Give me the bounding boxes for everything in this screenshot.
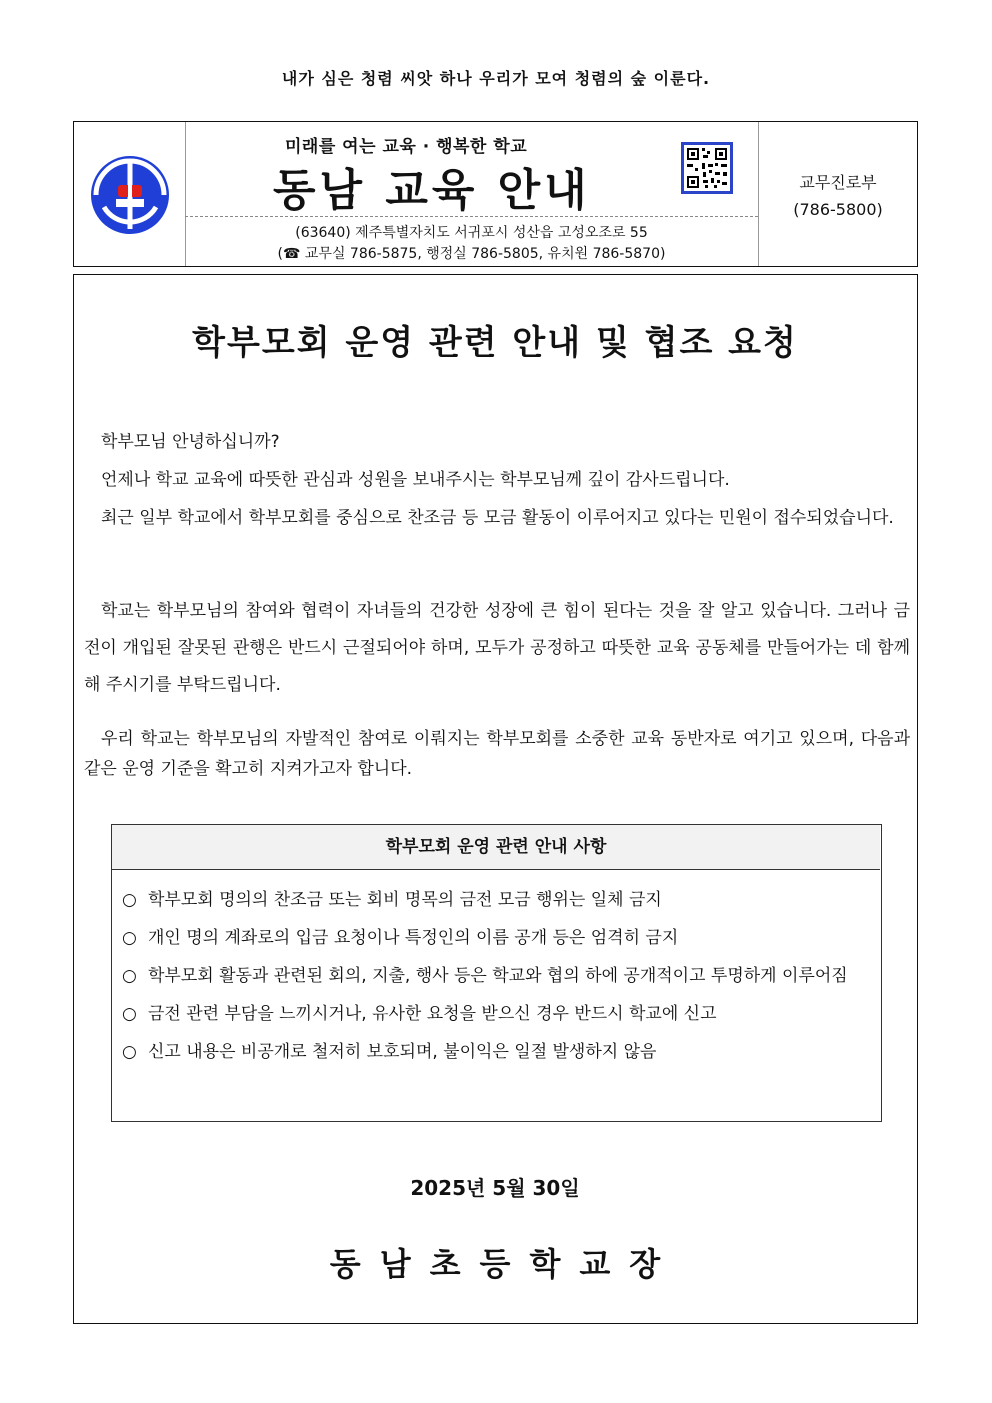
department-phone: (786-5800)	[793, 200, 883, 219]
greeting: 학부모님 안녕하십니까?	[101, 432, 280, 452]
signer: 동남초등학교장	[329, 1245, 680, 1283]
notice-item-text: 학부모회 활동과 관련된 회의, 지출, 행사 등은 학교와 협의 하에 공개적이고 투명하게 이루어짐	[148, 966, 848, 986]
notice-item-text: 개인 명의 계좌로의 입금 요청이나 특정인의 이름 공개 등은 엄격히 금지	[148, 928, 679, 948]
notice-item	[122, 881, 870, 919]
bullet-circle-icon: ○	[122, 890, 137, 910]
school-phones: (☎ 교무실 786-5875, 행정실 786-5805, 유치원 786-5870)	[277, 246, 666, 262]
school-logo-icon	[90, 155, 170, 235]
notice-item-text: 신고 내용은 비공개로 철저히 보호되며, 불이익은 일절 발생하지 않음	[148, 1042, 657, 1062]
header-main-cell	[185, 122, 759, 266]
notice-item	[122, 919, 870, 957]
bullet-circle-icon: ○	[122, 928, 137, 948]
header-divider	[185, 216, 758, 217]
notice-item	[122, 1033, 870, 1071]
document-date: 2025년 5월 30일	[410, 1176, 580, 1200]
document-title: 학부모회 운영 관련 안내 및 협조 요청	[192, 323, 798, 363]
qr-code-icon[interactable]	[681, 142, 733, 194]
notice-title: 학부모회 운영 관련 안내 사항	[112, 825, 880, 870]
cooperation-paragraph: 학교는 학부모님의 참여와 협력이 자녀들의 건강한 성장에 큰 힘이 된다는 것을 잘 알고 있습니다. 그러나 금전이 개입된 잘못된 관행은 반드시 근절되어야 하며, 모두가 공정하고 따뜻한 교육 공동체를 만들어가는 데 함께해 주시기를 부탁드립니다.	[84, 601, 910, 695]
document-body	[73, 274, 918, 1324]
complaint-text: 최근 일부 학교에서 학부모회를 중심으로 찬조금 등 모금 활동이 이루어지고 있다는 민원이 접수되었습니다.	[101, 508, 894, 528]
notice-item-text: 금전 관련 부담을 느끼시거나, 유사한 요청을 받으신 경우 반드시 학교에 신고	[148, 1004, 717, 1024]
intro-paragraph	[84, 423, 910, 537]
department-name: 교무진로부	[799, 173, 877, 192]
standards-paragraph: 우리 학교는 학부모님의 자발적인 참여로 이뤄지는 학부모회를 소중한 교육 동반자로 여기고 있으며, 다음과 같은 운영 기준을 확고히 지켜가고자 합니다.	[84, 729, 910, 779]
school-address: (63640) 제주특별자치도 서귀포시 성산읍 고성오조로 55	[295, 225, 648, 241]
notice-item	[122, 995, 870, 1033]
notice-box	[111, 824, 882, 1122]
department-cell	[758, 122, 918, 266]
notice-item-text: 학부모회 명의의 찬조금 또는 회비 명목의 금전 모금 행위는 일체 금지	[148, 890, 662, 910]
thanks-text: 언제나 학교 교육에 따뜻한 관심과 성원을 보내주시는 학부모님께 깊이 감사드립니다.	[101, 470, 730, 490]
slogan: 미래를 여는 교육 · 행복한 학교	[285, 137, 528, 157]
motto: 내가 심은 청렴 씨앗 하나 우리가 모여 청렴의 숲 이룬다.	[281, 69, 711, 88]
logo-cell	[74, 122, 186, 266]
newsletter-header	[73, 121, 918, 267]
bullet-circle-icon: ○	[122, 1004, 137, 1024]
newsletter-title: 동남 교육 안내	[273, 165, 591, 216]
notice-item	[122, 957, 870, 995]
bullet-circle-icon: ○	[122, 1042, 137, 1062]
notice-list	[122, 881, 870, 1071]
bullet-circle-icon: ○	[122, 966, 137, 986]
